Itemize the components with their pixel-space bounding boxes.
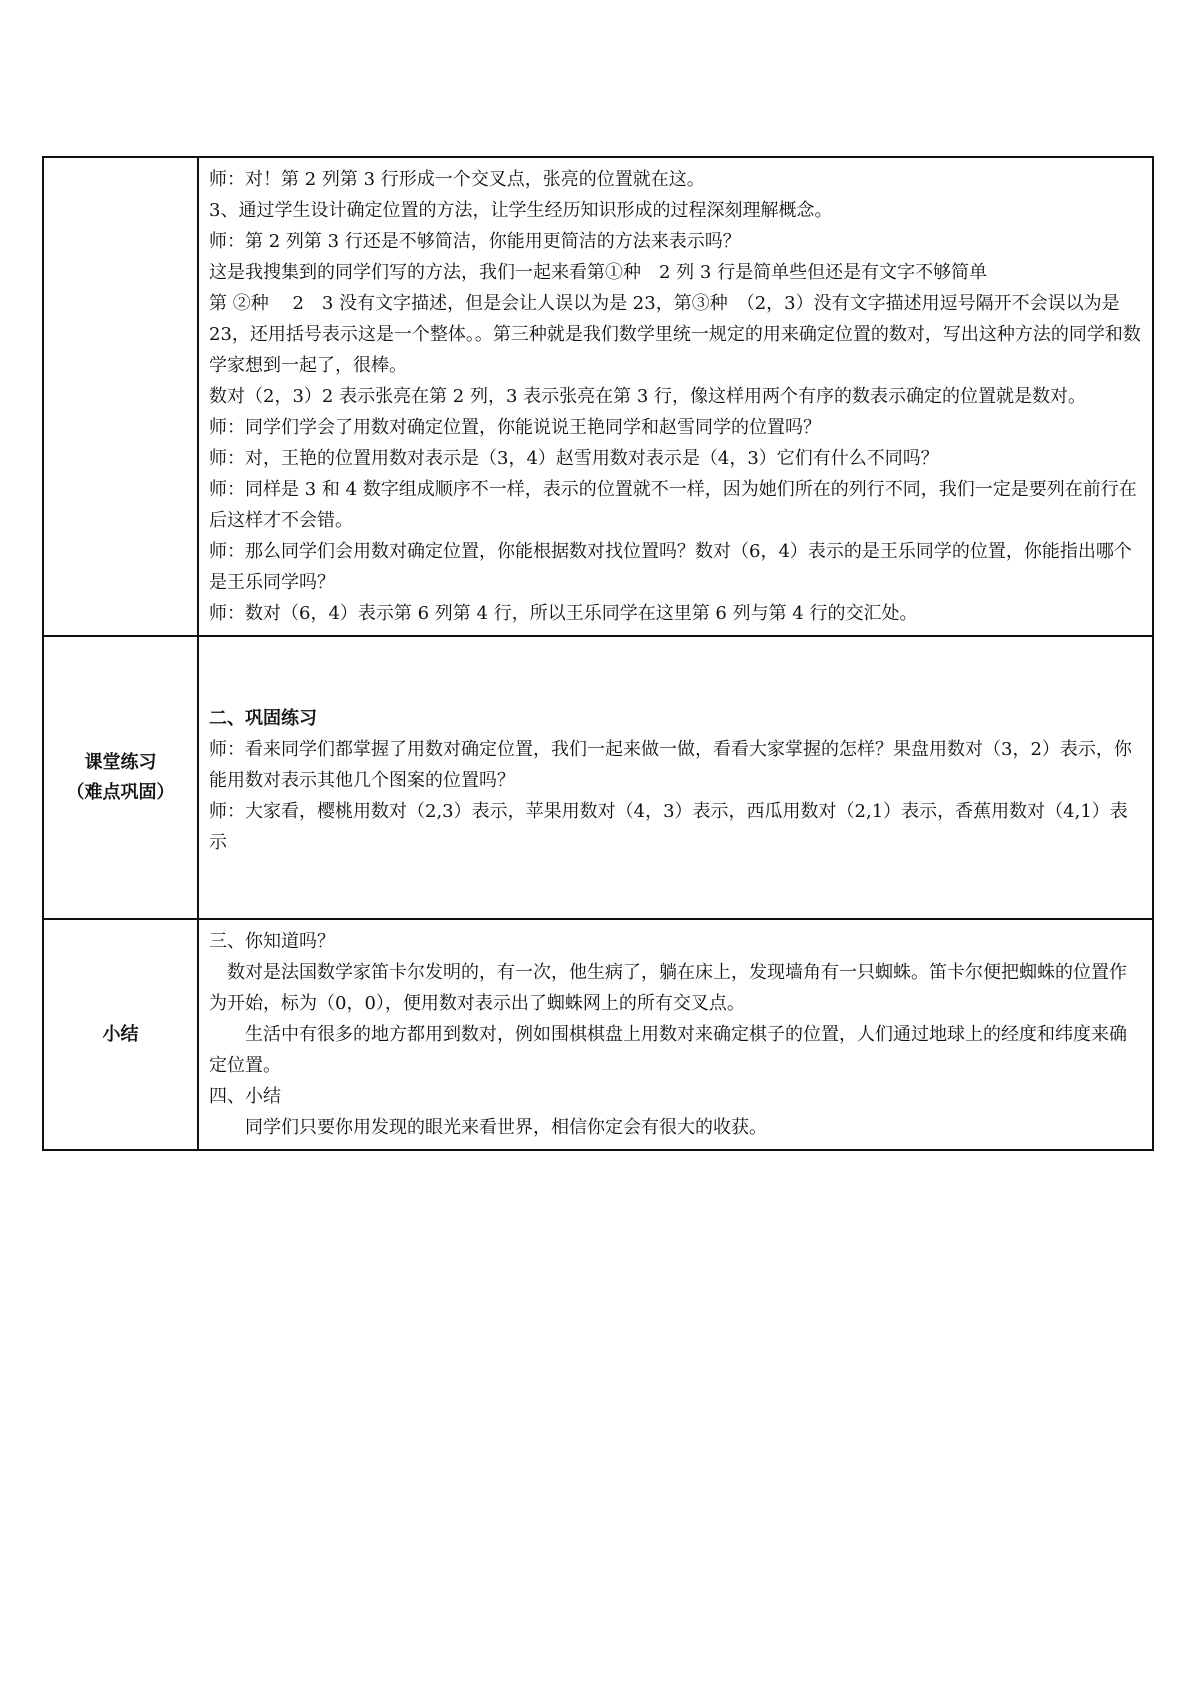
paragraph: 师：大家看，樱桃用数对（2,3）表示，苹果用数对（4，3）表示，西瓜用数对（2,1）表示，香蕉用数对（4,1）表示 bbox=[209, 801, 1128, 853]
row-label-practice bbox=[43, 636, 198, 919]
paragraph: 师：对！第 2 列第 3 行形成一个交叉点，张亮的位置就在这。 bbox=[209, 169, 705, 190]
paragraph: 这是我搜集到的同学们写的方法，我们一起来看第①种 2 列 3 行是简单些但还是有文字不够简单 bbox=[209, 262, 988, 283]
row-label-summary: 小结 bbox=[43, 919, 198, 1150]
row-label-empty bbox=[43, 157, 198, 636]
table-row-summary bbox=[43, 919, 1153, 1150]
paragraph: 同学们只要你用发现的眼光来看世界，相信你定会有很大的收获。 bbox=[245, 1117, 767, 1138]
paragraph: 四、小结 bbox=[209, 1086, 281, 1107]
paragraph: 师：那么同学们会用数对确定位置，你能根据数对找位置吗？数对（6，4）表示的是王乐同学的位置，你能指出哪个是王乐同学吗？ bbox=[209, 541, 1132, 593]
paragraph: 数对（2，3）2 表示张亮在第 2 列，3 表示张亮在第 3 行，像这样用两个有序的数表示确定的位置就是数对。 bbox=[209, 386, 1087, 407]
paragraph: 师：第 2 列第 3 行还是不够简洁，你能用更简洁的方法来表示吗？ bbox=[209, 231, 741, 252]
section-heading: 二、巩固练习 bbox=[209, 708, 317, 729]
paragraph: 师：对，王艳的位置用数对表示是（3，4）赵雪用数对表示是（4，3）它们有什么不同吗？ bbox=[209, 448, 939, 469]
paragraph: 生活中有很多的地方都用到数对，例如围棋棋盘上用数对来确定棋子的位置，人们通过地球上的经度和纬度来确定位置。 bbox=[209, 1024, 1127, 1076]
table-row-process bbox=[43, 157, 1153, 636]
paragraph: 师：同样是 3 和 4 数字组成顺序不一样，表示的位置就不一样，因为她们所在的列行不同，我们一定是要列在前行在后这样才不会错。 bbox=[209, 479, 1137, 531]
label-line: 课堂练习 bbox=[84, 751, 157, 773]
summary-content bbox=[198, 919, 1153, 1150]
table-row-practice bbox=[43, 636, 1153, 919]
process-content bbox=[198, 157, 1153, 636]
practice-content bbox=[198, 636, 1153, 919]
label-line: （难点巩固） bbox=[66, 781, 175, 803]
paragraph: 三、你知道吗？ bbox=[209, 931, 335, 952]
paragraph: 数对是法国数学家笛卡尔发明的，有一次，他生病了，躺在床上，发现墙角有一只蜘蛛。笛卡尔便把蜘蛛的位置作为开始，标为（0，0），便用数对表示出了蜘蛛网上的所有交叉点。 bbox=[209, 962, 1127, 1014]
paragraph: 师：同学们学会了用数对确定位置，你能说说王艳同学和赵雪同学的位置吗？ bbox=[209, 417, 821, 438]
paragraph: 师：数对（6，4）表示第 6 列第 4 行，所以王乐同学在这里第 6 列与第 4 行的交汇处。 bbox=[209, 603, 918, 624]
paragraph: 3、通过学生设计确定位置的方法，让学生经历知识形成的过程深刻理解概念。 bbox=[209, 200, 833, 221]
lesson-plan-table bbox=[42, 156, 1154, 1151]
paragraph: 师：看来同学们都掌握了用数对确定位置，我们一起来做一做，看看大家掌握的怎样？果盘用数对（3，2）表示，你能用数对表示其他几个图案的位置吗？ bbox=[209, 739, 1132, 791]
paragraph: 第 ②种 2 3 没有文字描述，但是会让人误以为是 23，第③种 （2，3）没有文字描述用逗号隔开不会误以为是 23，还用括号表示这是一个整体。。第三种就是我们数学里统一规定的用来确定位置的数对，写出这种方法的同学和数学家想到一起了，很棒。 bbox=[209, 293, 1141, 376]
